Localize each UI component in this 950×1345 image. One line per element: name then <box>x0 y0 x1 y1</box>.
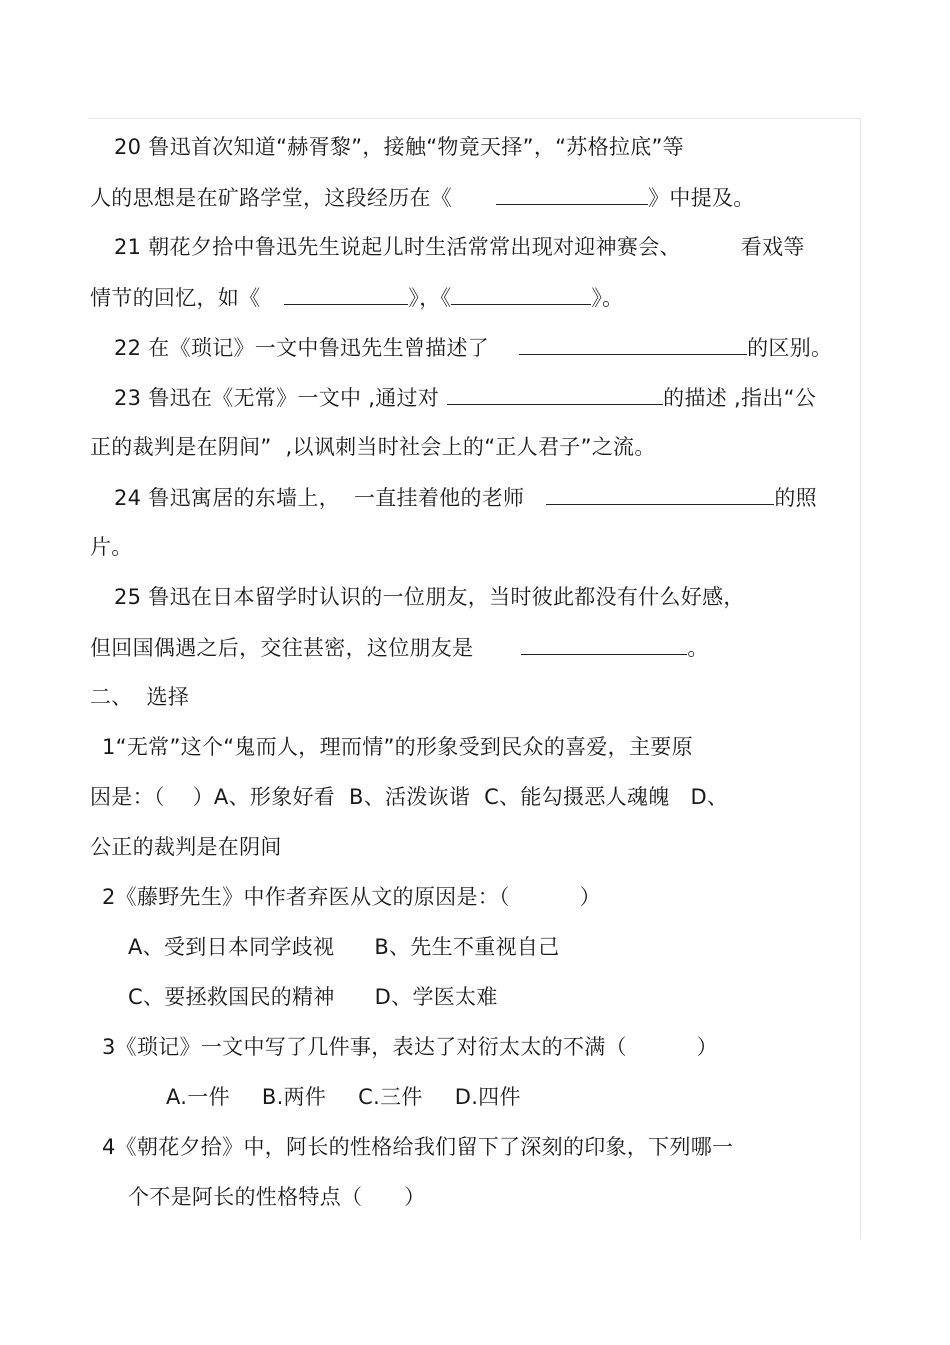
q25-line2: 但回国偶遇之后，交往甚密，这位朋友是 。 <box>90 632 709 663</box>
choice1-line2: 因是：（ ）A、形象好看 B、活泼诙谐 C、能勾摄恶人魂魄 D、 <box>90 785 729 809</box>
choice3-options: A.一件 B.两件 C.三件 D.四件 <box>166 1085 521 1109</box>
answer-blank[interactable] <box>451 282 591 305</box>
choice4-line2: 个不是阿长的性格特点（ ） <box>128 1185 426 1209</box>
q21-line1: 21 朝花夕拾中鲁迅先生说起儿时生活常常出现对迎神赛会、 看戏等 <box>114 235 805 259</box>
answer-blank[interactable] <box>284 282 408 305</box>
q22-line1: 22 在《琐记》一文中鲁迅先生曾描述了 的区别。 <box>114 332 832 363</box>
choice1-line3: 公正的裁判是在阴间 <box>90 835 282 859</box>
q24-line1: 24 鲁迅寓居的东墙上， 一直挂着他的老师 的照 <box>114 482 817 513</box>
choice2-question: 2《藤野先生》中作者弃医从文的原因是：（ ） <box>102 885 601 909</box>
q21-line2: 情节的回忆，如《 》，《 》。 <box>90 282 623 313</box>
answer-blank[interactable] <box>546 482 774 505</box>
section-heading: 二、 选择 <box>90 685 190 709</box>
choice4-line1: 4《朝花夕拾》中，阿长的性格给我们留下了深刻的印象，下列哪一 <box>102 1135 734 1159</box>
answer-blank[interactable] <box>521 632 687 655</box>
q24-line2: 片。 <box>90 535 133 559</box>
choice2-options-row1: A、受到日本同学歧视 B、先生不重视自己 <box>128 935 560 959</box>
answer-blank[interactable] <box>496 182 648 205</box>
answer-blank[interactable] <box>447 382 663 405</box>
q25-line1: 25 鲁迅在日本留学时认识的一位朋友，当时彼此都没有什么好感， <box>114 585 745 609</box>
answer-blank[interactable] <box>519 332 747 355</box>
choice1-line1: 1“无常”这个“鬼而人，理而情”的形象受到民众的喜爱，主要原 <box>102 735 693 759</box>
choice3-question: 3《琐记》一文中写了几件事，表达了对衍太太的不满（ ） <box>102 1035 718 1059</box>
q20-line2: 人的思想是在矿路学堂，这段经历在《 》中提及。 <box>90 182 755 213</box>
q20-line1: 20 鲁迅首次知道“赫胥黎”，接触“物竟天择”，“苏格拉底”等 <box>114 135 684 159</box>
q23-line2: 正的裁判是在阴间” ,以讽刺当时社会上的“正人君子”之流。 <box>90 435 656 459</box>
q23-line1: 23 鲁迅在《无常》一文中 ,通过对 的描述 ,指出“公 <box>114 382 816 413</box>
choice2-options-row2: C、要拯救国民的精神 D、学医太难 <box>128 985 498 1009</box>
